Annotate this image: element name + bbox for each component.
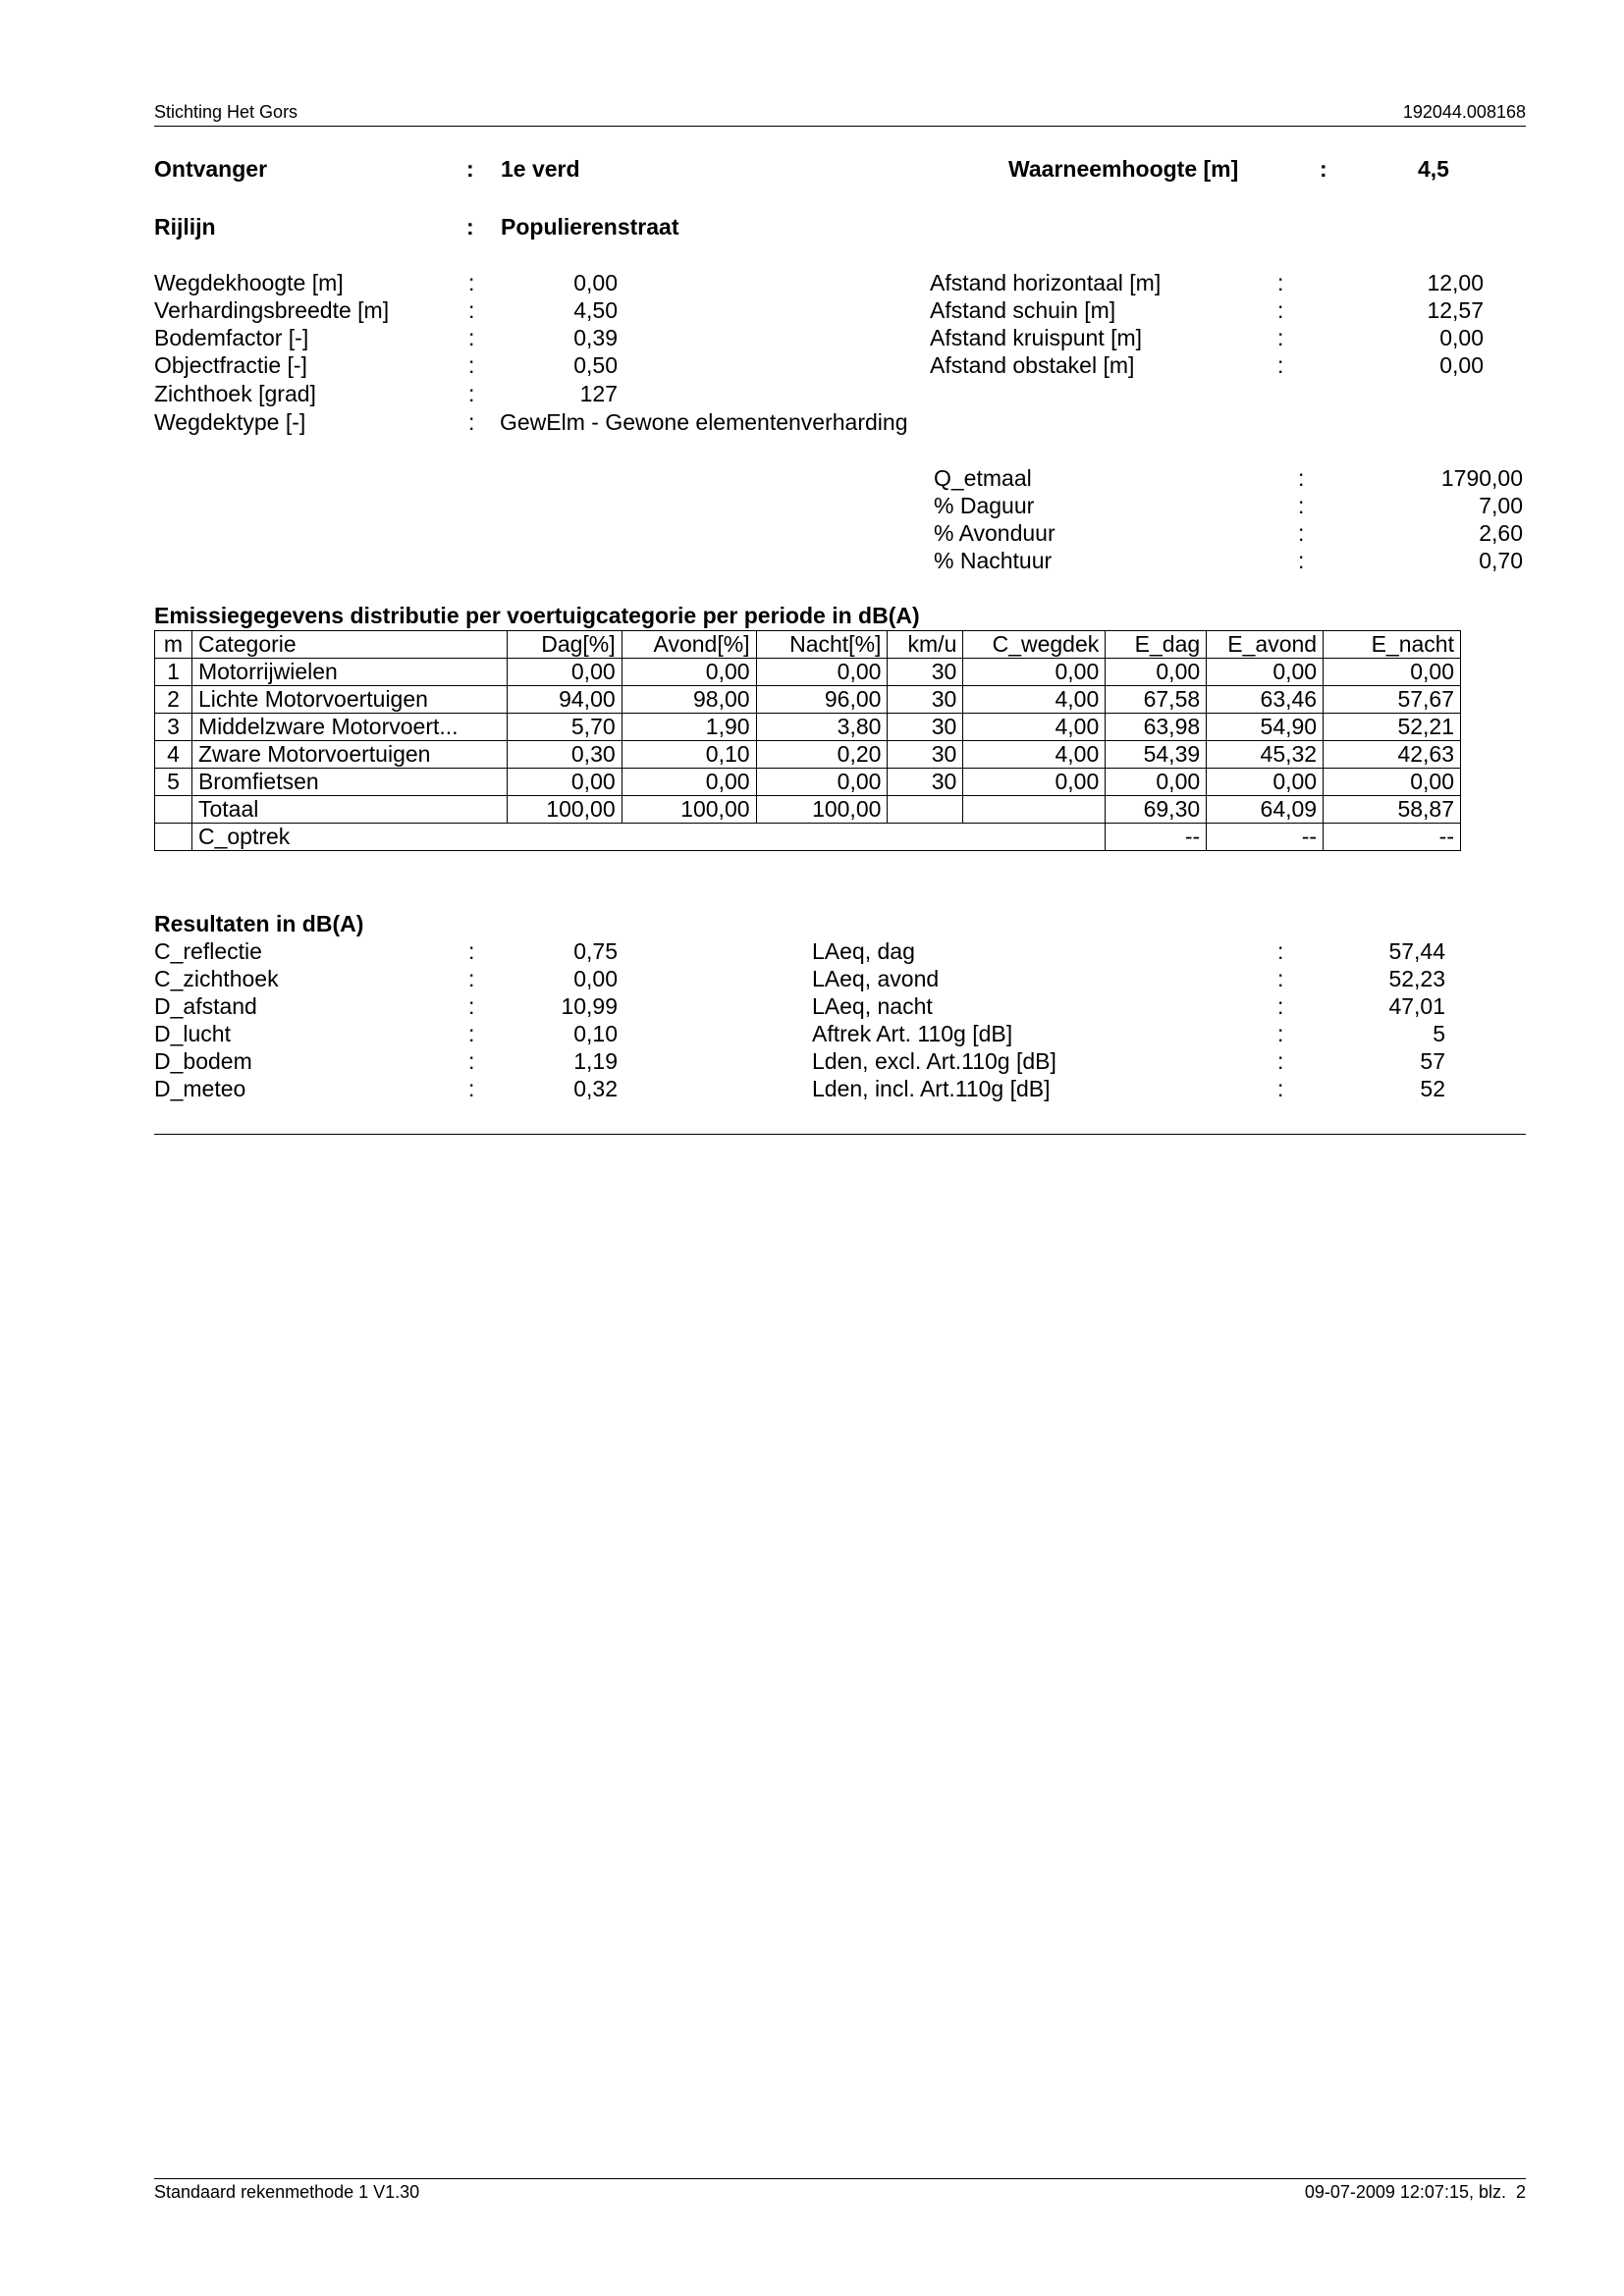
separator: : [468, 993, 475, 1019]
separator: : [468, 966, 475, 991]
separator: : [1277, 1021, 1284, 1046]
separator: : [1277, 993, 1284, 1019]
table-cell: 94,00 [507, 686, 622, 714]
table-cell: 67,58 [1106, 686, 1207, 714]
table-cell: 4 [155, 741, 192, 769]
result-label: D_lucht [154, 1021, 231, 1046]
header-cell: C_wegdek [963, 631, 1106, 659]
receiver-label: Ontvanger [154, 156, 268, 182]
param-label: Verhardingsbreedte [m] [154, 297, 390, 323]
table-cell: 0,00 [1207, 769, 1324, 796]
result-value: 10,99 [561, 993, 618, 1019]
table-cell: 54,90 [1207, 714, 1324, 741]
header-cell: E_avond [1207, 631, 1324, 659]
table-cell: 0,00 [507, 769, 622, 796]
result-value: 57,44 [1388, 938, 1445, 964]
table-header-row [155, 631, 1461, 659]
result-label: C_zichthoek [154, 966, 279, 991]
traffic-value: 1790,00 [1440, 465, 1523, 491]
result-label: C_reflectie [154, 938, 262, 964]
table-cell: 0,00 [1324, 659, 1461, 686]
param-label: Bodemfactor [-] [154, 325, 309, 350]
table-cell: 5,70 [507, 714, 622, 741]
table-cell: -- [1207, 824, 1324, 851]
table-cell [155, 796, 192, 824]
separator: : [468, 325, 475, 350]
result-label: D_meteo [154, 1076, 246, 1101]
organization-name: Stichting Het Gors [154, 102, 298, 122]
table-cell: -- [1106, 824, 1207, 851]
table-cell: 30 [888, 769, 963, 796]
separator: : [468, 1048, 475, 1074]
param-value: 12,57 [1427, 297, 1484, 323]
result-label: D_afstand [154, 993, 257, 1019]
traffic-value: 2,60 [1479, 520, 1523, 546]
result-value: 52,23 [1388, 966, 1445, 991]
result-value: 5 [1433, 1021, 1445, 1046]
table-cell: 30 [888, 741, 963, 769]
separator: : [468, 938, 475, 964]
result-value: 0,75 [573, 938, 618, 964]
separator: : [468, 409, 475, 435]
table-row [155, 741, 1461, 769]
table-cell: 100,00 [507, 796, 622, 824]
table-cell: 0,00 [963, 659, 1106, 686]
table-cell: 0,00 [1106, 659, 1207, 686]
param-value: 4,50 [573, 297, 618, 323]
table-row [155, 769, 1461, 796]
table-cell: 0,00 [1106, 769, 1207, 796]
separator: : [466, 214, 474, 240]
header-cell: Nacht[%] [756, 631, 888, 659]
receiver-value: 1e verd [501, 156, 580, 182]
table-cell: 64,09 [1207, 796, 1324, 824]
optrek-row [155, 824, 1461, 851]
table-cell: 0,10 [622, 741, 756, 769]
result-label: Aftrek Art. 110g [dB] [812, 1021, 1013, 1046]
param-label: Wegdektype [-] [154, 409, 306, 435]
header-rule [154, 126, 1526, 127]
table-cell: 5 [155, 769, 192, 796]
result-label: LAeq, nacht [812, 993, 933, 1019]
table-cell: 0,20 [756, 741, 888, 769]
header-cell: Dag[%] [507, 631, 622, 659]
table-cell: 3,80 [756, 714, 888, 741]
result-value: 57 [1420, 1048, 1445, 1074]
table-cell: 30 [888, 686, 963, 714]
road-value: Populierenstraat [501, 214, 679, 240]
table-cell: 30 [888, 659, 963, 686]
table-cell [963, 796, 1106, 824]
table-cell: 58,87 [1324, 796, 1461, 824]
table-cell: Bromfietsen [191, 769, 507, 796]
param-label: Afstand schuin [m] [930, 297, 1116, 323]
table-cell: 0,00 [622, 769, 756, 796]
table-cell: 4,00 [963, 686, 1106, 714]
param-value: 0,50 [573, 352, 618, 378]
separator: : [1277, 325, 1284, 350]
table-cell: Middelzware Motorvoert... [191, 714, 507, 741]
result-label: Lden, excl. Art.110g [dB] [812, 1048, 1056, 1074]
param-label: Afstand horizontaal [m] [930, 270, 1162, 295]
table-cell: 96,00 [756, 686, 888, 714]
result-label: LAeq, dag [812, 938, 915, 964]
footer-method: Standaard rekenmethode 1 V1.30 [154, 2182, 420, 2202]
separator: : [1277, 966, 1284, 991]
table-cell: 1 [155, 659, 192, 686]
table-cell: 4,00 [963, 714, 1106, 741]
param-value: 12,00 [1427, 270, 1484, 295]
table-cell: C_optrek [191, 824, 1105, 851]
table-cell: Motorrijwielen [191, 659, 507, 686]
document-id: 192044.008168 [1402, 102, 1526, 122]
param-value: 0,00 [1439, 352, 1484, 378]
header-cell: m [155, 631, 192, 659]
table-cell [155, 824, 192, 851]
table-cell [888, 796, 963, 824]
table-cell: 0,00 [1207, 659, 1324, 686]
header-cell: km/u [888, 631, 963, 659]
param-label: Zichthoek [grad] [154, 381, 316, 406]
traffic-value: 7,00 [1479, 493, 1523, 518]
result-value: 0,00 [573, 966, 618, 991]
separator: : [468, 381, 475, 406]
result-value: 52 [1420, 1076, 1445, 1101]
param-value: 127 [579, 381, 618, 406]
header-cell: Avond[%] [622, 631, 756, 659]
table-cell: Totaal [191, 796, 507, 824]
traffic-label: Q_etmaal [934, 465, 1032, 491]
table-row [155, 714, 1461, 741]
results-rule [154, 1134, 1526, 1135]
table-cell: 45,32 [1207, 741, 1324, 769]
total-row [155, 796, 1461, 824]
separator: : [1277, 1076, 1284, 1101]
emission-table [154, 630, 1461, 851]
table-cell: 0,00 [963, 769, 1106, 796]
separator: : [468, 1076, 475, 1101]
separator: : [468, 352, 475, 378]
table-cell: 42,63 [1324, 741, 1461, 769]
table-cell: 3 [155, 714, 192, 741]
separator: : [468, 270, 475, 295]
table-cell: 52,21 [1324, 714, 1461, 741]
separator: : [468, 297, 475, 323]
height-label: Waarneemhoogte [m] [1008, 156, 1239, 182]
separator: : [1277, 297, 1284, 323]
table-cell: 30 [888, 714, 963, 741]
separator: : [1298, 465, 1305, 491]
separator: : [1298, 548, 1305, 573]
separator: : [1320, 156, 1327, 182]
header-cell: Categorie [191, 631, 507, 659]
separator: : [468, 1021, 475, 1046]
table-cell: 63,46 [1207, 686, 1324, 714]
param-label: Objectfractie [-] [154, 352, 307, 378]
table-cell: 0,30 [507, 741, 622, 769]
result-value: 47,01 [1388, 993, 1445, 1019]
road-label: Rijlijn [154, 214, 216, 240]
result-value: 0,10 [573, 1021, 618, 1046]
separator: : [1277, 1048, 1284, 1074]
result-label: D_bodem [154, 1048, 252, 1074]
table-row [155, 686, 1461, 714]
header-cell: E_dag [1106, 631, 1207, 659]
param-value: 0,00 [573, 270, 618, 295]
footer-stamp: 09-07-2009 12:07:15, blz. 2 [1304, 2182, 1526, 2202]
header-cell: E_nacht [1324, 631, 1461, 659]
table-cell: 4,00 [963, 741, 1106, 769]
table-cell: 2 [155, 686, 192, 714]
table-cell: 100,00 [622, 796, 756, 824]
table-cell: 0,00 [756, 769, 888, 796]
table-cell: 57,67 [1324, 686, 1461, 714]
param-label: Wegdekhoogte [m] [154, 270, 344, 295]
emission-title: Emissiegegevens distributie per voertuigcategorie per periode in dB(A) [154, 603, 920, 628]
separator: : [1298, 493, 1305, 518]
result-label: LAeq, avond [812, 966, 940, 991]
separator: : [1277, 352, 1284, 378]
separator: : [1277, 938, 1284, 964]
table-cell: 100,00 [756, 796, 888, 824]
table-cell: 63,98 [1106, 714, 1207, 741]
traffic-value: 0,70 [1479, 548, 1523, 573]
traffic-label: % Avonduur [934, 520, 1056, 546]
traffic-label: % Nachtuur [934, 548, 1053, 573]
table-cell: 0,00 [1324, 769, 1461, 796]
table-cell: 0,00 [507, 659, 622, 686]
table-cell: 0,00 [756, 659, 888, 686]
param-value: 0,00 [1439, 325, 1484, 350]
traffic-label: % Daguur [934, 493, 1035, 518]
table-cell: 98,00 [622, 686, 756, 714]
param-value: GewElm - Gewone elementenverharding [500, 409, 908, 435]
height-value: 4,5 [1418, 156, 1449, 182]
table-cell: -- [1324, 824, 1461, 851]
footer-rule [154, 2178, 1526, 2179]
separator: : [1277, 270, 1284, 295]
result-value: 0,32 [573, 1076, 618, 1101]
result-value: 1,19 [573, 1048, 618, 1074]
results-title: Resultaten in dB(A) [154, 911, 364, 936]
table-cell: 54,39 [1106, 741, 1207, 769]
result-label: Lden, incl. Art.110g [dB] [812, 1076, 1051, 1101]
param-label: Afstand obstakel [m] [930, 352, 1135, 378]
table-cell: 1,90 [622, 714, 756, 741]
param-label: Afstand kruispunt [m] [930, 325, 1143, 350]
table-cell: Zware Motorvoertuigen [191, 741, 507, 769]
separator: : [1298, 520, 1305, 546]
table-cell: 0,00 [622, 659, 756, 686]
param-value: 0,39 [573, 325, 618, 350]
table-row [155, 659, 1461, 686]
table-cell: Lichte Motorvoertuigen [191, 686, 507, 714]
table-cell: 69,30 [1106, 796, 1207, 824]
separator: : [466, 156, 474, 182]
